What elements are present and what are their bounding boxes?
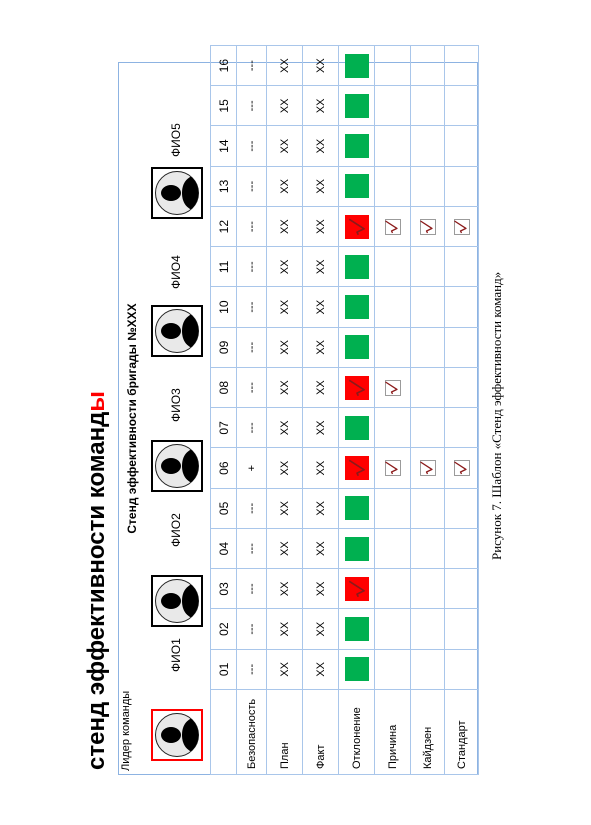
metric-cell bbox=[445, 408, 479, 448]
metric-cell bbox=[411, 247, 445, 287]
metric-cell: XX bbox=[303, 86, 339, 126]
checkbox-checked[interactable] bbox=[420, 460, 436, 476]
metric-cell bbox=[339, 609, 375, 649]
metric-row bbox=[237, 46, 267, 775]
metric-cell: --- bbox=[237, 408, 267, 448]
day-number: 12 bbox=[211, 207, 237, 247]
metric-cell: XX bbox=[303, 529, 339, 569]
metric-cell bbox=[411, 166, 445, 206]
metric-row bbox=[303, 46, 339, 775]
metric-cell bbox=[411, 569, 445, 609]
metric-cell bbox=[411, 207, 445, 247]
day-number: 13 bbox=[211, 166, 237, 206]
metric-cell: --- bbox=[237, 327, 267, 367]
metric-cell bbox=[375, 247, 411, 287]
day-number: 11 bbox=[211, 247, 237, 287]
metric-row bbox=[339, 46, 375, 775]
metric-cell bbox=[445, 448, 479, 488]
checkbox-checked[interactable] bbox=[420, 219, 436, 235]
check-icon bbox=[384, 381, 399, 395]
board-title: Стенд эффективности бригады №XXX bbox=[125, 303, 139, 534]
metric-cell bbox=[339, 327, 375, 367]
metric-cell bbox=[445, 207, 479, 247]
metric-cell bbox=[411, 649, 445, 689]
metric-cell bbox=[375, 86, 411, 126]
metric-cell: --- bbox=[237, 126, 267, 166]
metric-cell: XX bbox=[267, 569, 303, 609]
on-target-marker bbox=[345, 134, 369, 158]
metric-cell: --- bbox=[237, 247, 267, 287]
member-avatar bbox=[151, 575, 203, 627]
member-avatar bbox=[151, 440, 203, 492]
check-icon bbox=[384, 220, 399, 234]
metric-cell bbox=[411, 529, 445, 569]
metric-cell bbox=[411, 287, 445, 327]
day-number: 08 bbox=[211, 368, 237, 408]
metric-cell: XX bbox=[267, 46, 303, 86]
metric-cell: XX bbox=[303, 408, 339, 448]
day-number: 07 bbox=[211, 408, 237, 448]
checkbox-checked[interactable] bbox=[454, 460, 470, 476]
metric-cell bbox=[375, 609, 411, 649]
metric-cell bbox=[411, 408, 445, 448]
row-label: Причина bbox=[375, 690, 411, 775]
heading-accent-letter: ы bbox=[83, 391, 110, 412]
metric-cell bbox=[339, 126, 375, 166]
metric-cell: --- bbox=[237, 166, 267, 206]
metric-cell bbox=[375, 46, 411, 86]
metric-cell: --- bbox=[237, 368, 267, 408]
day-number: 09 bbox=[211, 327, 237, 367]
day-number: 10 bbox=[211, 287, 237, 327]
metric-cell: XX bbox=[267, 529, 303, 569]
metric-cell: --- bbox=[237, 649, 267, 689]
metric-cell bbox=[375, 408, 411, 448]
person-silhouette-icon bbox=[151, 575, 203, 627]
metric-cell: --- bbox=[237, 86, 267, 126]
deviation-marker bbox=[345, 376, 369, 400]
check-icon bbox=[419, 220, 434, 234]
metric-cell bbox=[445, 649, 479, 689]
day-number: 03 bbox=[211, 569, 237, 609]
check-icon bbox=[453, 220, 468, 234]
metric-cell bbox=[445, 569, 479, 609]
checkbox-checked[interactable] bbox=[385, 460, 401, 476]
check-icon bbox=[348, 379, 366, 397]
metric-cell bbox=[411, 368, 445, 408]
page-heading bbox=[83, 391, 111, 770]
metric-cell bbox=[375, 529, 411, 569]
metric-cell: XX bbox=[267, 368, 303, 408]
row-label: Кайдзен bbox=[411, 690, 445, 775]
metric-cell: XX bbox=[303, 46, 339, 86]
metric-cell: XX bbox=[267, 488, 303, 528]
corner-cell bbox=[211, 690, 237, 775]
metric-cell bbox=[375, 327, 411, 367]
member-avatar bbox=[151, 167, 203, 219]
metric-cell: --- bbox=[237, 287, 267, 327]
metric-cell: XX bbox=[303, 126, 339, 166]
metric-cell: XX bbox=[303, 569, 339, 609]
metric-cell bbox=[339, 207, 375, 247]
metric-cell bbox=[375, 166, 411, 206]
row-label: Отклонение bbox=[339, 690, 375, 775]
on-target-marker bbox=[345, 255, 369, 279]
leader-avatar bbox=[151, 709, 203, 761]
day-number: 01 bbox=[211, 649, 237, 689]
metric-cell: XX bbox=[303, 609, 339, 649]
metric-cell bbox=[339, 448, 375, 488]
metric-cell bbox=[411, 609, 445, 649]
day-number: 04 bbox=[211, 529, 237, 569]
member-name: ФИО2 bbox=[169, 513, 183, 547]
metric-cell bbox=[411, 488, 445, 528]
metric-cell: XX bbox=[267, 408, 303, 448]
metric-cell bbox=[411, 327, 445, 367]
metric-cell bbox=[445, 86, 479, 126]
person-silhouette-icon bbox=[151, 305, 203, 357]
day-number: 14 bbox=[211, 126, 237, 166]
metric-cell bbox=[375, 126, 411, 166]
metric-cell: --- bbox=[237, 609, 267, 649]
metric-cell bbox=[445, 287, 479, 327]
person-silhouette-icon bbox=[151, 709, 203, 761]
check-icon bbox=[384, 461, 399, 475]
metric-cell bbox=[339, 86, 375, 126]
check-icon bbox=[348, 580, 366, 598]
metric-cell: XX bbox=[267, 287, 303, 327]
metric-cell bbox=[339, 569, 375, 609]
checkbox-checked[interactable] bbox=[454, 219, 470, 235]
metric-cell bbox=[375, 207, 411, 247]
deviation-marker bbox=[345, 577, 369, 601]
metric-cell bbox=[445, 609, 479, 649]
row-label: Стандарт bbox=[445, 690, 479, 775]
metric-cell: XX bbox=[303, 327, 339, 367]
metric-cell bbox=[375, 569, 411, 609]
check-icon bbox=[348, 459, 366, 477]
metric-cell bbox=[445, 327, 479, 367]
metric-cell bbox=[339, 488, 375, 528]
heading-text: стенд эффективности команд bbox=[83, 411, 110, 770]
metric-cell: XX bbox=[303, 368, 339, 408]
metric-cell bbox=[411, 126, 445, 166]
on-target-marker bbox=[345, 537, 369, 561]
metric-cell: XX bbox=[303, 448, 339, 488]
day-number: 16 bbox=[211, 46, 237, 86]
metric-cell: --- bbox=[237, 207, 267, 247]
day-header-row bbox=[211, 46, 237, 775]
on-target-marker bbox=[345, 335, 369, 359]
on-target-marker bbox=[345, 94, 369, 118]
metric-row bbox=[445, 46, 479, 775]
person-silhouette-icon bbox=[151, 440, 203, 492]
metric-cell: XX bbox=[267, 126, 303, 166]
metric-cell: XX bbox=[267, 86, 303, 126]
metric-row bbox=[267, 46, 303, 775]
metric-cell bbox=[375, 488, 411, 528]
metric-cell: --- bbox=[237, 46, 267, 86]
deviation-marker bbox=[345, 456, 369, 480]
metric-cell: --- bbox=[237, 569, 267, 609]
metric-cell bbox=[445, 529, 479, 569]
metric-cell bbox=[445, 488, 479, 528]
metric-cell bbox=[339, 529, 375, 569]
metric-cell: XX bbox=[303, 287, 339, 327]
metric-cell bbox=[445, 166, 479, 206]
metric-cell bbox=[339, 166, 375, 206]
on-target-marker bbox=[345, 617, 369, 641]
metric-cell bbox=[411, 86, 445, 126]
metric-cell bbox=[375, 287, 411, 327]
member-name: ФИО3 bbox=[169, 388, 183, 422]
metric-cell bbox=[445, 368, 479, 408]
metric-cell bbox=[445, 126, 479, 166]
metric-cell bbox=[411, 46, 445, 86]
metric-cell: XX bbox=[303, 649, 339, 689]
metric-cell bbox=[339, 247, 375, 287]
metric-row bbox=[411, 46, 445, 775]
metric-cell bbox=[339, 408, 375, 448]
efficiency-grid bbox=[210, 45, 479, 775]
metric-cell bbox=[375, 649, 411, 689]
member-name: ФИО4 bbox=[169, 255, 183, 289]
metric-cell: XX bbox=[267, 247, 303, 287]
on-target-marker bbox=[345, 657, 369, 681]
day-number: 05 bbox=[211, 488, 237, 528]
metric-cell bbox=[445, 247, 479, 287]
row-label: Безопасность bbox=[237, 690, 267, 775]
checkbox-checked[interactable] bbox=[385, 219, 401, 235]
metric-cell: --- bbox=[237, 529, 267, 569]
check-icon bbox=[419, 461, 434, 475]
metric-cell: XX bbox=[267, 207, 303, 247]
metric-cell: XX bbox=[267, 166, 303, 206]
metric-cell bbox=[339, 287, 375, 327]
on-target-marker bbox=[345, 295, 369, 319]
checkbox-checked[interactable] bbox=[385, 380, 401, 396]
on-target-marker bbox=[345, 174, 369, 198]
member-name: ФИО5 bbox=[169, 123, 183, 157]
metric-cell bbox=[375, 448, 411, 488]
metric-cell: XX bbox=[267, 327, 303, 367]
figure-caption: Рисунок 7. Шаблон «Стенд эффективности команд» bbox=[489, 271, 504, 560]
metric-cell: XX bbox=[267, 448, 303, 488]
metric-cell bbox=[445, 46, 479, 86]
day-number: 15 bbox=[211, 86, 237, 126]
metric-cell bbox=[339, 368, 375, 408]
metric-cell: + bbox=[237, 448, 267, 488]
on-target-marker bbox=[345, 416, 369, 440]
leader-label: Лидер команды bbox=[120, 690, 132, 771]
check-icon bbox=[348, 218, 366, 236]
check-icon bbox=[453, 461, 468, 475]
on-target-marker bbox=[345, 54, 369, 78]
member-name: ФИО1 bbox=[169, 638, 183, 672]
metric-row bbox=[375, 46, 411, 775]
row-label: Факт bbox=[303, 690, 339, 775]
metric-cell: XX bbox=[267, 609, 303, 649]
metric-cell bbox=[339, 46, 375, 86]
metric-cell: XX bbox=[303, 488, 339, 528]
metric-cell: XX bbox=[303, 247, 339, 287]
day-number: 06 bbox=[211, 448, 237, 488]
person-silhouette-icon bbox=[151, 167, 203, 219]
member-avatar bbox=[151, 305, 203, 357]
metric-cell: --- bbox=[237, 488, 267, 528]
metric-cell bbox=[411, 448, 445, 488]
day-number: 02 bbox=[211, 609, 237, 649]
metric-cell: XX bbox=[303, 207, 339, 247]
metric-cell: XX bbox=[267, 649, 303, 689]
row-label: План bbox=[267, 690, 303, 775]
on-target-marker bbox=[345, 496, 369, 520]
metric-cell bbox=[339, 649, 375, 689]
efficiency-grid-body bbox=[211, 46, 479, 775]
metric-cell: XX bbox=[303, 166, 339, 206]
deviation-marker bbox=[345, 215, 369, 239]
metric-cell bbox=[375, 368, 411, 408]
